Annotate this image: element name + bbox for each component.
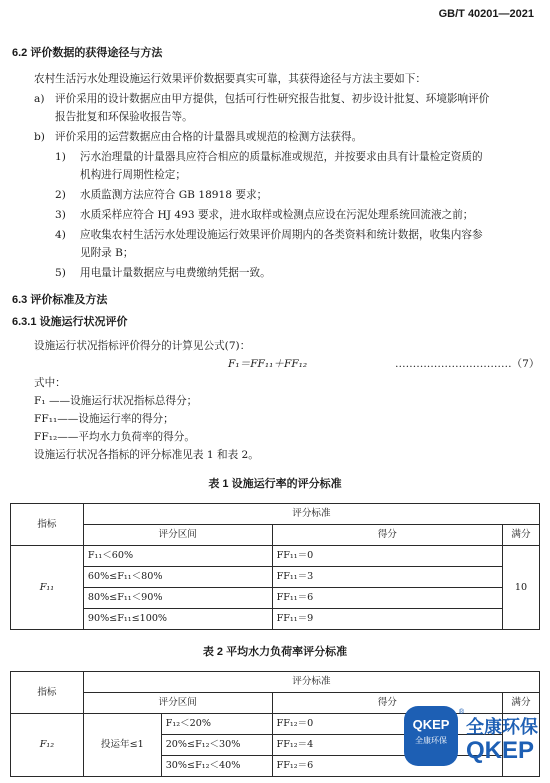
table-row (11, 588, 540, 609)
table-2 (10, 671, 540, 777)
subitem-4-marker: 4) (55, 229, 66, 241)
table-1-range-cell: 90%≤F₁₁≤100% (83, 609, 272, 630)
table-1-header-full: 满分 (503, 525, 540, 546)
subitem-2-marker: 2) (55, 189, 66, 201)
table-row (11, 567, 540, 588)
table-2-header-range: 评分区间 (83, 693, 272, 714)
qkep-logo (404, 706, 458, 766)
table-1-header-indicator: 指标 (11, 504, 84, 546)
definition-f1: F₁ ——设施运行状况指标总得分； (34, 395, 198, 407)
table-1-score-cell: FF₁₁＝3 (272, 567, 502, 588)
table-1-header-score: 得分 (272, 525, 502, 546)
watermark-brand-cn: 全康环保 (466, 717, 538, 738)
subitem-5-marker: 5) (55, 267, 66, 279)
table-1-header-range: 评分区间 (83, 525, 272, 546)
subitem-3-text: 水质采样应符合 HJ 493 要求，进水取样或检测点应设在污泥处理系统回流液之前； (80, 209, 474, 221)
table-2-header-standard: 评分标准 (83, 672, 539, 693)
table-1 (10, 503, 540, 630)
table-2-score-cell: FF₁₂＝0 (272, 714, 502, 735)
table-2-caption: 表 2 平均水力负荷率评分标准 (202, 646, 348, 658)
item-b-text: 评价采用的运营数据应由合格的计量器具或规范的检测方法获得。 (55, 131, 363, 143)
table-row (11, 609, 540, 630)
registered-mark: ® (458, 708, 465, 716)
formula-number: ……………………………（7） (395, 358, 540, 370)
table-2-group: 投运年≤1 (83, 714, 161, 777)
where-label: 式中： (34, 377, 66, 389)
subitem-1-text: 污水治理量的计量器具应符合相应的质量标准或规范，并按要求由具有计量检定资质的 (80, 151, 483, 163)
table-2-range-cell: F₁₂＜20% (161, 714, 272, 735)
table-1-range-cell: 80%≤F₁₁＜90% (83, 588, 272, 609)
formula-intro: 设施运行状况指标评价得分的计算见公式(7)： (34, 340, 251, 352)
table-2-indicator: F₁₂ (11, 714, 84, 777)
table-2-range-cell: 30%≤F₁₂＜40% (161, 756, 272, 777)
item-a-text: 评价采用的设计数据应由甲方提供，包括可行性研究报告批复、初步设计批复、环境影响评价 (55, 93, 490, 105)
table-row (11, 714, 540, 735)
table-1-range-cell: 60%≤F₁₁＜80% (83, 567, 272, 588)
section-6-3-title: 6.3 评价标准及方法 (12, 294, 108, 306)
table-1-score-cell: FF₁₁＝6 (272, 588, 502, 609)
subitem-4-text: 应收集农村生活污水处理设施运行效果评价周期内的各类资料和统计数据，收集内容参 (80, 229, 483, 241)
subitem-3-marker: 3) (55, 209, 66, 221)
table-1-full-score: 10 (503, 546, 540, 630)
definition-ff12: FF₁₂——平均水力负荷率的得分。 (34, 431, 195, 443)
subitem-5-text: 用电量计量数据应与电费缴纳凭据一致。 (80, 267, 271, 279)
item-b-marker: b) (34, 131, 45, 143)
definition-ff11: FF₁₁——设施运行率的得分； (34, 413, 174, 425)
table-1-caption: 表 1 设施运行率的评分标准 (208, 478, 342, 490)
table-1-score-cell: FF₁₁＝0 (272, 546, 502, 567)
item-a-text-cont: 报告批复和环保验收报告等。 (55, 111, 193, 123)
table-2-range-cell: 20%≤F₁₂＜30% (161, 735, 272, 756)
table-1-indicator: F₁₁ (11, 546, 84, 630)
section-6-3-1-title: 6.3.1 设施运行状况评价 (12, 316, 128, 328)
subitem-1-marker: 1) (55, 151, 66, 163)
subitem-2-text: 水质监测方法应符合 GB 18918 要求； (80, 189, 268, 201)
watermark-brand-en: QKEP (466, 737, 535, 764)
table-2-header-full: 满分 (503, 693, 540, 714)
tables-reference: 设施运行状况各指标的评分标准见表 1 和表 2。 (34, 449, 259, 461)
table-2-header-score: 得分 (272, 693, 502, 714)
table-2-score-cell: FF₁₂＝6 (272, 756, 502, 777)
qkep-logo-subtext: 全康环保 (415, 736, 447, 745)
subitem-4-text-cont: 见附录 B； (80, 247, 134, 259)
standard-code-header: GB/T 40201—2021 (438, 8, 534, 20)
table-row (11, 546, 540, 567)
item-a-marker: a) (34, 93, 45, 105)
table-1-range-cell: F₁₁＜60% (83, 546, 272, 567)
section-6-2-title: 6.2 评价数据的获得途径与方法 (12, 47, 163, 59)
table-1-header-standard: 评分标准 (83, 504, 539, 525)
qkep-logo-text: QKEP (412, 717, 450, 732)
table-2-score-cell: FF₁₂＝4 (272, 735, 502, 756)
section-6-2-intro: 农村生活污水处理设施运行效果评价数据要真实可靠，其获得途径与方法主要如下： (34, 73, 426, 85)
subitem-1-text-cont: 机构进行周期性检定； (80, 169, 186, 181)
table-1-score-cell: FF₁₁＝9 (272, 609, 502, 630)
formula-7: F₁＝FF₁₁＋FF₁₂ (228, 358, 308, 370)
table-2-header-indicator: 指标 (11, 672, 84, 714)
